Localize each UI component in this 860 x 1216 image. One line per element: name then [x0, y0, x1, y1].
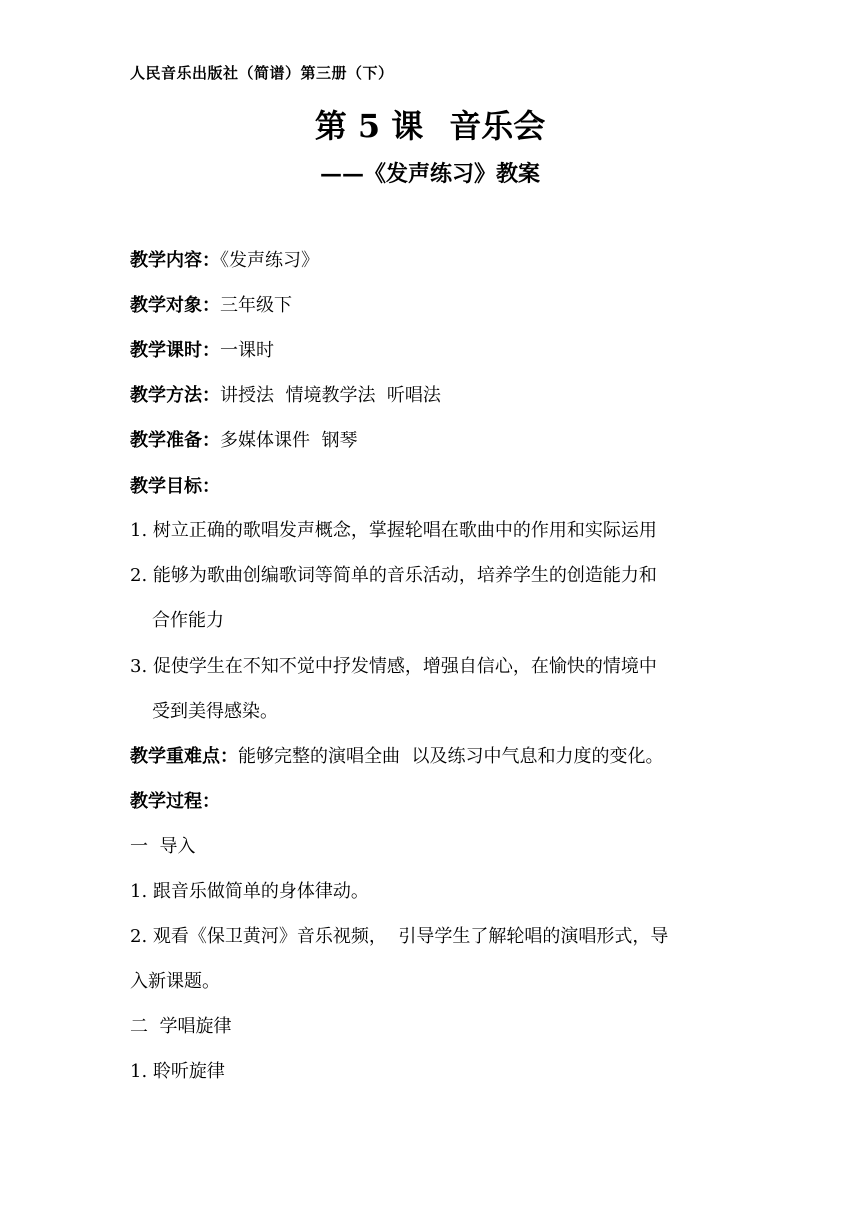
key-points-row [130, 742, 740, 772]
section-1-item-2: 2. 观看《保卫黄河》音乐视频， 引导学生了解轮唱的演唱形式，导 [130, 926, 669, 947]
goal-item-2-cont: 合作能力 [152, 610, 224, 631]
lesson-number: 第 5 课 [314, 107, 424, 145]
hours-value: 一课时 [220, 340, 274, 361]
goal-item-3: 3. 促使学生在不知不觉中抒发情感，增强自信心，在愉快的情境中 [130, 656, 657, 677]
page-title [0, 104, 860, 148]
content-value: 《发声练习》 [220, 250, 319, 271]
section-1-item-1: 1. 跟音乐做简单的身体律动。 [130, 881, 369, 902]
section-1-title: 一 导入 [130, 836, 196, 857]
key-points-value: 能够完整的演唱全曲 以及练习中气息和力度的变化。 [238, 746, 664, 767]
goals-heading [130, 472, 740, 502]
process-label: 教学过程： [130, 791, 220, 812]
prep-row [130, 426, 740, 456]
prep-label: 教学准备： [130, 430, 220, 451]
goals-label: 教学目标： [130, 476, 220, 497]
process-heading [130, 787, 740, 817]
section-1-item-2-cont: 入新课题。 [130, 971, 220, 992]
publisher-header: 人民音乐出版社（简谱）第三册（下） [130, 64, 394, 82]
section-2-item-1: 1. 聆听旋律 [130, 1061, 225, 1082]
content-row [130, 246, 740, 276]
hours-label: 教学课时： [130, 340, 220, 361]
goal-item-3-cont: 受到美得感染。 [152, 701, 278, 722]
page-subtitle: ——《发声练习》教案 [319, 161, 540, 187]
key-points-label: 教学重难点： [130, 746, 238, 767]
audience-label: 教学对象： [130, 295, 220, 316]
content-label: 教学内容： [130, 250, 220, 271]
audience-value: 三年级下 [220, 295, 292, 316]
goal-item-2: 2. 能够为歌曲创编歌词等简单的音乐活动，培养学生的创造能力和 [130, 565, 657, 586]
method-label: 教学方法： [130, 385, 220, 406]
section-2-title: 二 学唱旋律 [130, 1016, 232, 1037]
audience-row [130, 291, 740, 321]
prep-value: 多媒体课件 钢琴 [220, 430, 358, 451]
hours-row [130, 336, 740, 366]
method-value: 讲授法 情境教学法 听唱法 [220, 385, 441, 406]
lesson-name: 音乐会 [449, 107, 546, 145]
goal-item-1: 1. 树立正确的歌唱发声概念，掌握轮唱在歌曲中的作用和实际运用 [130, 520, 657, 541]
method-row [130, 381, 740, 411]
